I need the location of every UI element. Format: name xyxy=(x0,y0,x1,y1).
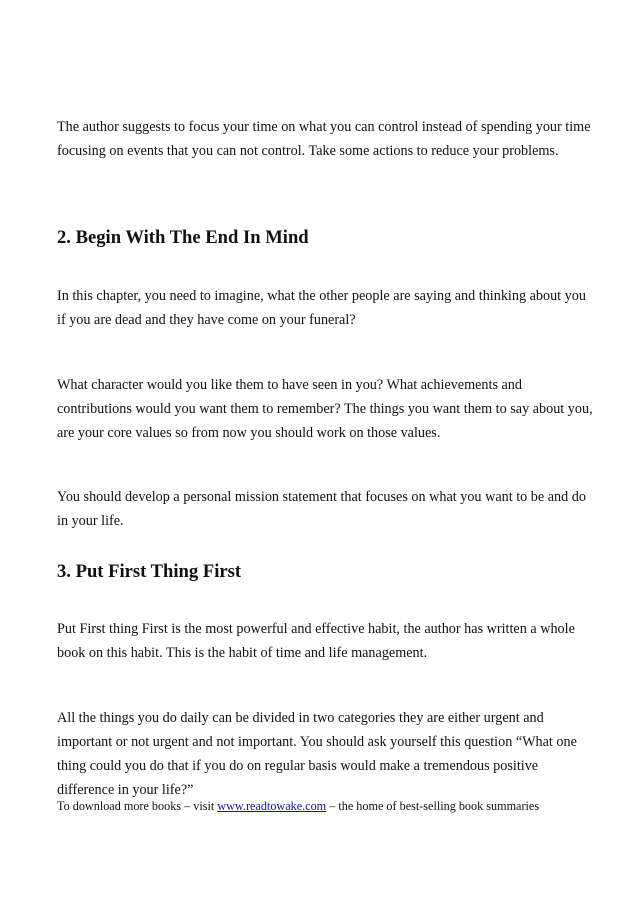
paragraph-core-values: What character would you like them to have seen in you? What achievements and contributions would you want them to remember? The things you want them to say about you, are your core values so from now you should work on those values. xyxy=(57,377,593,441)
footer-suffix: – the home of best-selling book summaries xyxy=(326,799,540,813)
paragraph-urgent-important: All the things you do daily can be divided in two categories they are either urgent and important or not urgent and not important. You should ask yourself this question “What one thing could you do that if you do on regular basis would make a tremendous positive difference in your life?” xyxy=(57,710,577,798)
footer-link[interactable]: www.readtowake.com xyxy=(217,799,327,813)
paragraph-control-focus: The author suggests to focus your time on what you can control instead of spending your time focusing on events that you can not control. Take some actions to reduce your problems. xyxy=(57,119,591,159)
paragraph-time-management: Put First thing First is the most powerful and effective habit, the author has written a whole book on this habit. This is the habit of time and life management. xyxy=(57,621,575,661)
paragraph-mission-statement: You should develop a personal mission statement that focuses on what you want to be and do in your life. xyxy=(57,489,586,529)
footer-prefix: To download more books – visit xyxy=(57,799,218,813)
heading-begin-with-end-in-mind: 2. Begin With The End In Mind xyxy=(57,227,309,248)
footer-note xyxy=(57,797,539,815)
heading-put-first-thing-first: 3. Put First Thing First xyxy=(57,561,242,582)
paragraph-imagine-funeral: In this chapter, you need to imagine, what the other people are saying and thinking about you if you are dead and they have come on your funeral? xyxy=(57,288,586,328)
